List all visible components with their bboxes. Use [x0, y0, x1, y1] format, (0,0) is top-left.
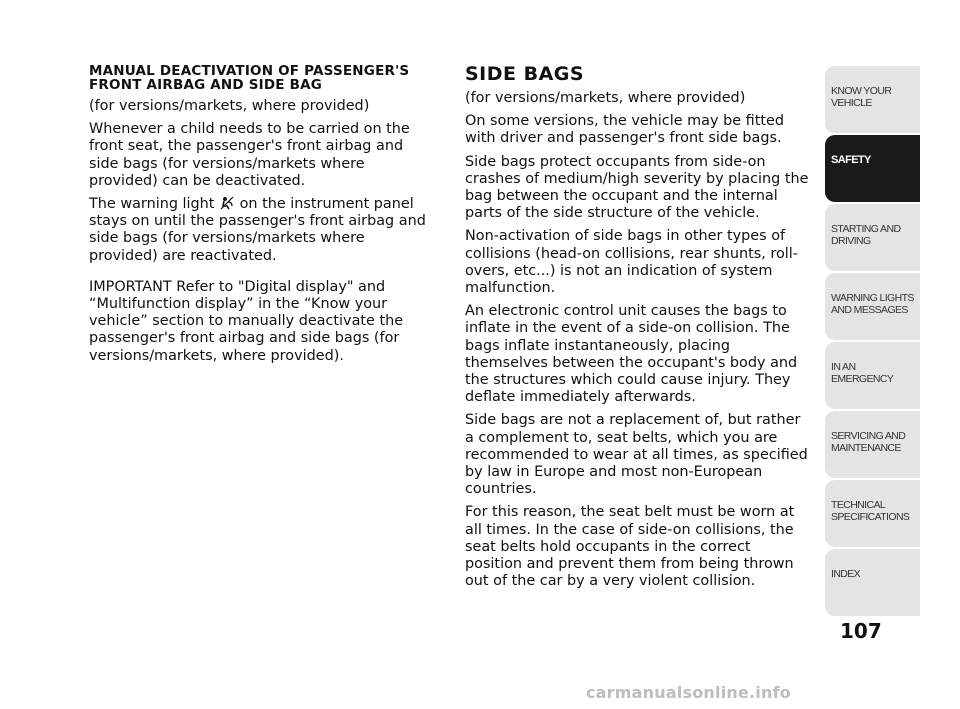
tab-label-line1: INDEX	[831, 568, 861, 580]
tab-know-your-vehicle[interactable]	[825, 66, 920, 133]
tab-label-line1: WARNING LIGHTS	[831, 292, 914, 304]
section-tabs	[825, 66, 920, 618]
tab-label-line1: KNOW YOUR	[831, 85, 892, 97]
tab-technical-specifications[interactable]	[825, 480, 920, 547]
tab-label-line2: MAINTENANCE	[831, 441, 901, 454]
side-bags-paragraph: An electronic control unit causes the bags to inflate in the event of a side-on collision. The bags inflate instantaneously, placing themselves between the occupant's body and the structures which could cause injury. They deflate immediately afterwards.	[465, 303, 798, 406]
watermark: carmanualsonline.info	[586, 683, 791, 702]
tab-label-line1: SERVICING AND	[831, 430, 906, 442]
passenger-airbag-off-icon	[220, 196, 234, 210]
tab-label-line1: SAFETY	[831, 154, 871, 166]
tab-label-line1: IN AN EMERGENCY	[831, 361, 894, 385]
manual-deactivation-subtitle: (for versions/markets, where provided)	[89, 98, 370, 114]
tab-starting-and-driving[interactable]	[825, 204, 920, 271]
right-column	[465, 64, 810, 596]
paragraph-child-seat: Whenever a child needs to be carried on the front seat, the passenger's front airbag and side bags (for versions/markets where provided) can be deactivated.	[89, 121, 410, 189]
left-column	[89, 64, 437, 371]
warning-light-text-before: The warning light	[89, 196, 220, 213]
tab-label-line1: STARTING AND	[831, 223, 901, 235]
warning-light-text-after: on the instrument panel stays on until the passenger's front airbag and side bags (for versions/markets where provided) are reactivated.	[89, 196, 426, 264]
side-bags-heading: SIDE BAGS	[465, 63, 585, 85]
side-bags-paragraph: Non-activation of side bags in other types of collisions (head-on collisions, rear shunts, roll-overs, etc...) is not an indication of system malfunction.	[465, 228, 798, 297]
tab-label-line2: AND MESSAGES	[831, 303, 908, 316]
side-bags-paragraph: Side bags are not a replacement of, but rather a complement to, seat belts, which you are recommended to wear at all times, as specified by law in Europe and most non-European countries.	[465, 412, 808, 498]
side-bags-subtitle: (for versions/markets, where provided)	[465, 90, 746, 106]
tab-in-an-emergency[interactable]	[825, 342, 920, 409]
tab-servicing[interactable]	[825, 411, 920, 478]
tab-label-line2: VEHICLE	[831, 96, 872, 109]
tab-label-line2: SPECIFICATIONS	[831, 510, 910, 523]
paragraph-warning-light	[89, 196, 437, 265]
tab-index[interactable]	[825, 549, 920, 616]
manual-deactivation-heading: MANUAL DEACTIVATION OF PASSENGER'S FRONT AIRBAG AND SIDE BAG	[89, 63, 410, 93]
side-bags-paragraph: For this reason, the seat belt must be worn at all times. In the case of side-on collisions, the seat belts hold occupants in the correct position and prevent them from being thrown out of the car by a very violent collision.	[465, 504, 795, 590]
tab-safety[interactable]	[825, 135, 920, 202]
paragraph-important: IMPORTANT Refer to "Digital display" and “Multifunction display” in the “Know your vehicle” section to manually deactivate the passenger's front airbag and side bags (for versions/markets, where provided).	[89, 278, 404, 364]
tab-label-line1: TECHNICAL	[831, 499, 886, 511]
tab-warning-lights[interactable]	[825, 273, 920, 340]
page-number: 107	[840, 619, 882, 643]
side-bags-paragraph: On some versions, the vehicle may be fitted with driver and passenger's front side bags.	[465, 113, 784, 147]
tab-label-line2: DRIVING	[831, 234, 871, 247]
side-bags-paragraph: Side bags protect occupants from side-on crashes of medium/high severity by placing the bag between the occupant and the internal parts of the side structure of the vehicle.	[465, 153, 809, 222]
